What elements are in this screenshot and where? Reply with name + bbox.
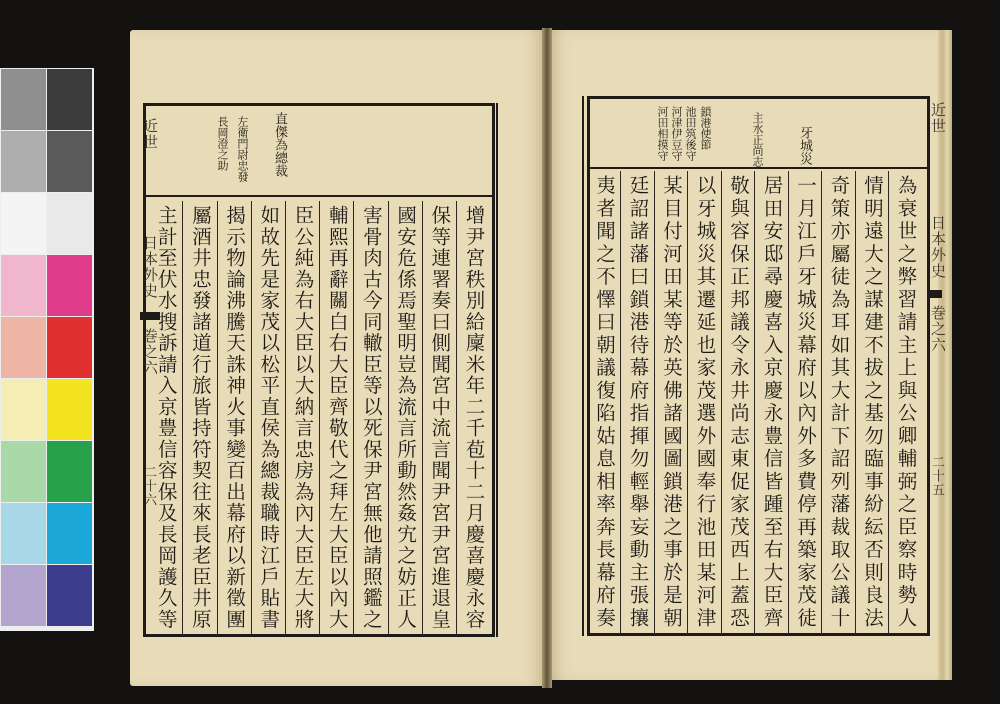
left-text-column: 揭示物論沸騰天誅神火事變百出幕府以新徵團 [223, 205, 247, 630]
left-header-line1: 左衛門尉忠發 [236, 116, 249, 182]
color-swatch [47, 565, 92, 626]
color-swatch [1, 69, 46, 130]
left-column-rule [182, 201, 183, 634]
right-header-line4: 河津伊豆守 [670, 106, 683, 161]
color-swatch [1, 503, 46, 564]
left-column-rule [251, 201, 252, 634]
left-header-title: 直傑為總裁 [272, 112, 287, 177]
color-swatch [1, 379, 46, 440]
left-text-column: 如故先是家茂以松平直侯為總裁職時江戶貼書 [257, 205, 281, 630]
color-swatch [1, 565, 46, 626]
right-margin-book: 日本外史 [929, 215, 947, 279]
color-swatch [47, 503, 92, 564]
left-header-line2: 長岡澄之助 [216, 116, 229, 171]
color-swatch [47, 441, 92, 502]
color-swatch [47, 69, 92, 130]
right-text-column: 敬與容保正邦議令永井尚志東促家茂西上蓋恐 [727, 175, 750, 630]
color-swatch [47, 255, 92, 316]
left-column-rule [319, 201, 320, 634]
left-header-rule [143, 195, 495, 197]
right-text-column: 情明遠大之謀建不拔之基勿臨事紛紜否則良法 [861, 175, 884, 630]
right-margin-folio: 二十五 [929, 455, 944, 497]
left-column-rule [353, 201, 354, 634]
left-margin-volume: 巻之六 [141, 328, 159, 376]
color-swatch [1, 441, 46, 502]
color-swatch [1, 255, 46, 316]
left-column-rule [388, 201, 389, 634]
color-calibration-card [0, 68, 94, 631]
color-swatch [47, 317, 92, 378]
left-text-column: 屬酒井忠發諸道行旅皆持符契往來長老臣井原 [188, 205, 212, 630]
right-text-column: 以牙城災其遷延也家茂選外國奉行池田某河津 [693, 175, 717, 630]
right-header-rule [587, 167, 930, 169]
left-margin-folio: 二十六 [141, 465, 156, 507]
left-text-column: 輔熙再辭關白右大臣齊敬代之拜左大臣以內大 [325, 205, 349, 630]
color-swatch [1, 317, 46, 378]
right-text-column: 某目付河田某等於英佛諸國圖鎖港之事於是朝 [660, 175, 683, 630]
right-text-column: 夷者聞之不懌曰朝議復陷姑息相率奔長幕府奏 [593, 175, 616, 630]
color-swatch [1, 193, 46, 254]
right-text-column: 為衰世之弊習請主上與公卿輔弼之臣察時勢人 [894, 175, 918, 630]
right-text-column: 一月江戶牙城災幕府以內外多費停再築家茂徒 [794, 175, 817, 630]
right-margin-volume: 巻之六 [929, 305, 947, 353]
right-header-line1: 主水正尚志 [751, 112, 764, 167]
right-column-rule [754, 171, 755, 634]
left-text-column: 國安危係焉聖明豈為流言所動然姦宄之妨正人 [394, 205, 418, 630]
right-column-rule [788, 171, 789, 634]
left-margin-title: 近世 [141, 118, 159, 150]
right-fishtail-mark [928, 290, 942, 298]
left-outer-rule [496, 103, 498, 637]
right-column-rule [821, 171, 822, 634]
left-column-rule [217, 201, 218, 634]
right-column-rule [620, 171, 621, 634]
right-column-rule [721, 171, 722, 634]
book-gutter [542, 28, 552, 688]
color-swatch [47, 131, 92, 192]
right-margin-title: 近世 [929, 102, 947, 134]
right-column-rule [654, 171, 655, 634]
right-text-column: 居田安邸尋慶喜入京慶永豊信皆踵至右大臣齊 [760, 175, 784, 630]
color-swatch [1, 131, 46, 192]
left-column-rule [285, 201, 286, 634]
right-text-column: 奇策亦屬徒為耳如其大計下詔列藩裁取公議十 [827, 175, 851, 630]
left-text-column: 保等連署奏曰側聞宮中流言聞尹宮尹宮進退皇 [428, 205, 452, 630]
right-column-rule [687, 171, 688, 634]
left-text-column: 害骨肉古今同轍臣等以死保尹宮無他請照鑑之 [359, 205, 383, 630]
right-text-column: 廷詔諸藩曰鎖港待幕府指揮勿輕舉妄動主張攘 [626, 175, 650, 630]
left-text-column: 主計至伏水搜訴請入京豊信容保及長岡護久等 [154, 205, 178, 630]
right-header-line3: 池田筑後守 [684, 106, 697, 161]
left-text-column: 臣公純為右大臣以大納言忠房為內大臣左大將 [291, 205, 315, 630]
left-text-column: 增尹宮秩別給廩米年二千苞十二月慶喜慶永容 [462, 205, 486, 630]
right-column-rule [855, 171, 856, 634]
right-column-rule [888, 171, 889, 634]
color-swatch [47, 193, 92, 254]
right-header-line2: 鎖港使節 [699, 106, 712, 150]
right-header-line5: 河田相摸守 [656, 106, 669, 161]
left-column-rule [456, 201, 457, 634]
left-column-rule [422, 201, 423, 634]
right-header-title: 牙城災 [797, 126, 812, 165]
right-outer-rule [582, 96, 584, 636]
left-margin-book: 日本外史 [141, 235, 159, 299]
color-swatch [47, 379, 92, 440]
